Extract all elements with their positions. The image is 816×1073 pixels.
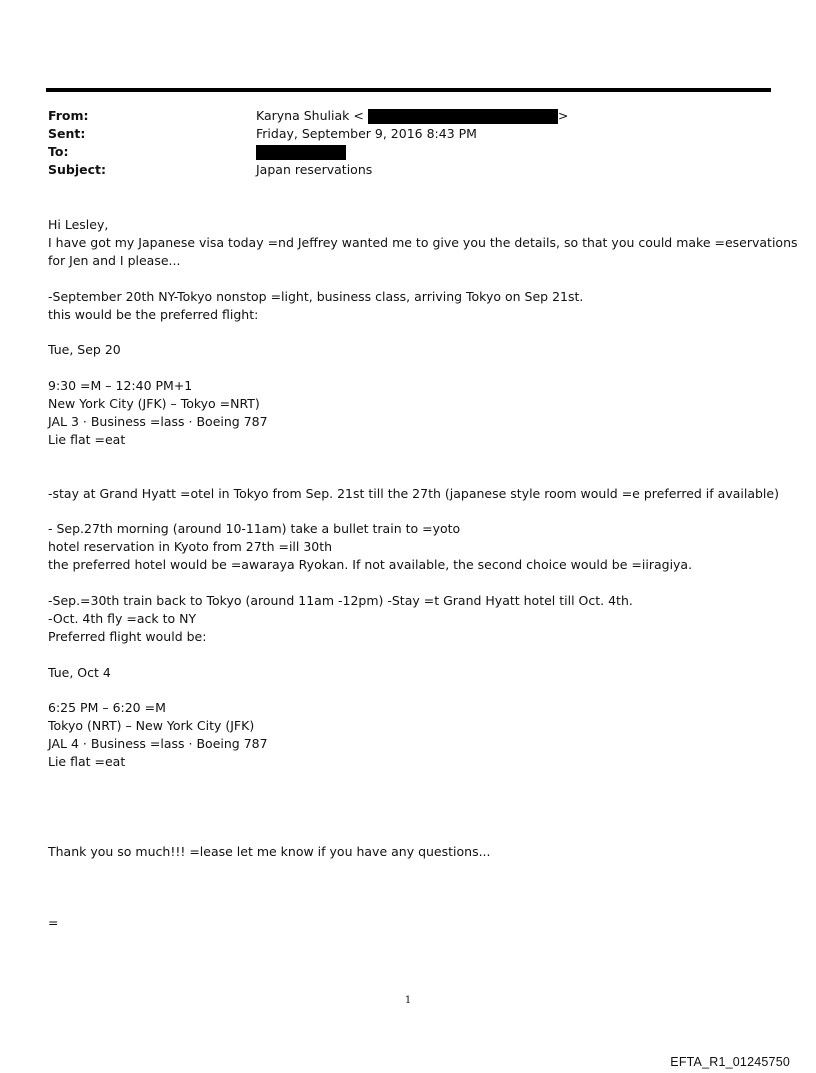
subject-row — [48, 161, 768, 179]
email-header — [48, 107, 768, 179]
body-line: I have got my Japanese visa today =nd Jeffrey wanted me to give you the details, so that you could make =eservations — [48, 234, 798, 250]
body-line: JAL 4 · Business =lass · Boeing 787 — [48, 736, 268, 752]
from-value — [256, 107, 568, 125]
body-line: hotel reservation in Kyoto from 27th =ill 30th — [48, 539, 333, 555]
body-line: New York City (JFK) – Tokyo =NRT) — [48, 396, 260, 412]
body-line: Lie flat =eat — [48, 754, 126, 770]
body-line: -Sep.=30th train back to Tokyo (around 11am -12pm) -Stay =t Grand Hyatt hotel till Oct. 4th. — [48, 592, 633, 608]
body-line — [48, 574, 768, 592]
body-line: 6:25 PM – 6:20 =M — [48, 700, 166, 716]
body-line: Tokyo (NRT) – New York City (JFK) — [48, 718, 255, 734]
document-id: EFTA_R1_01245750 — [670, 1055, 790, 1069]
redacted-recipient — [256, 145, 346, 160]
body-line: -Oct. 4th fly =ack to NY — [48, 610, 197, 626]
body-line: this would be the preferred flight: — [48, 306, 259, 322]
body-line — [48, 878, 768, 896]
body-line: Tue, Sep 20 — [48, 342, 121, 358]
body-line — [48, 359, 768, 377]
body-line: Lie flat =eat — [48, 431, 126, 447]
body-line — [48, 807, 768, 825]
body-line — [48, 771, 768, 789]
body-line — [48, 646, 768, 664]
body-line: the preferred hotel would be =awaraya Ryokan. If not available, the second choice would be =iiragiya. — [48, 557, 693, 573]
page-number: 1 — [404, 995, 412, 1006]
email-body — [48, 216, 798, 932]
from-suffix: > — [557, 108, 569, 123]
body-line — [48, 825, 768, 843]
to-label: To: — [48, 144, 69, 159]
header-rule — [46, 88, 771, 92]
from-name: Karyna Shuliak < — [256, 108, 364, 123]
body-line: 9:30 =M – 12:40 PM+1 — [48, 378, 193, 394]
body-line: JAL 3 · Business =lass · Boeing 787 — [48, 413, 268, 429]
body-line: = — [48, 915, 59, 931]
body-line: -September 20th NY-Tokyo nonstop =light, business class, arriving Tokyo on Sep 21st. — [48, 288, 584, 304]
body-line — [48, 323, 768, 341]
body-line: Tue, Oct 4 — [48, 664, 111, 680]
from-row — [48, 107, 768, 125]
body-line: - Sep.27th morning (around 10-11am) take a bullet train to =yoto — [48, 521, 461, 537]
body-line — [48, 449, 768, 467]
sent-value: Friday, September 9, 2016 8:43 PM — [256, 126, 477, 141]
body-line — [48, 789, 768, 807]
sent-row — [48, 125, 768, 143]
body-line: Preferred flight would be: — [48, 628, 207, 644]
body-line: Thank you so much!!! =lease let me know if you have any questions... — [48, 843, 491, 859]
to-value — [256, 143, 346, 161]
subject-value: Japan reservations — [256, 162, 373, 177]
to-row — [48, 143, 768, 161]
body-line: -stay at Grand Hyatt =otel in Tokyo from Sep. 21st till the 27th (japanese style room would =e preferred if available) — [48, 485, 779, 501]
sent-label: Sent: — [48, 126, 86, 141]
body-line — [48, 860, 768, 878]
redacted-email — [368, 109, 558, 124]
body-line: Hi Lesley, — [48, 217, 109, 232]
body-line — [48, 270, 768, 288]
from-label: From: — [48, 108, 89, 123]
body-line — [48, 896, 768, 914]
body-line — [48, 681, 768, 699]
body-line: for Jen and I please... — [48, 252, 181, 268]
body-line — [48, 502, 768, 520]
body-line — [48, 467, 768, 485]
subject-label: Subject: — [48, 162, 106, 177]
